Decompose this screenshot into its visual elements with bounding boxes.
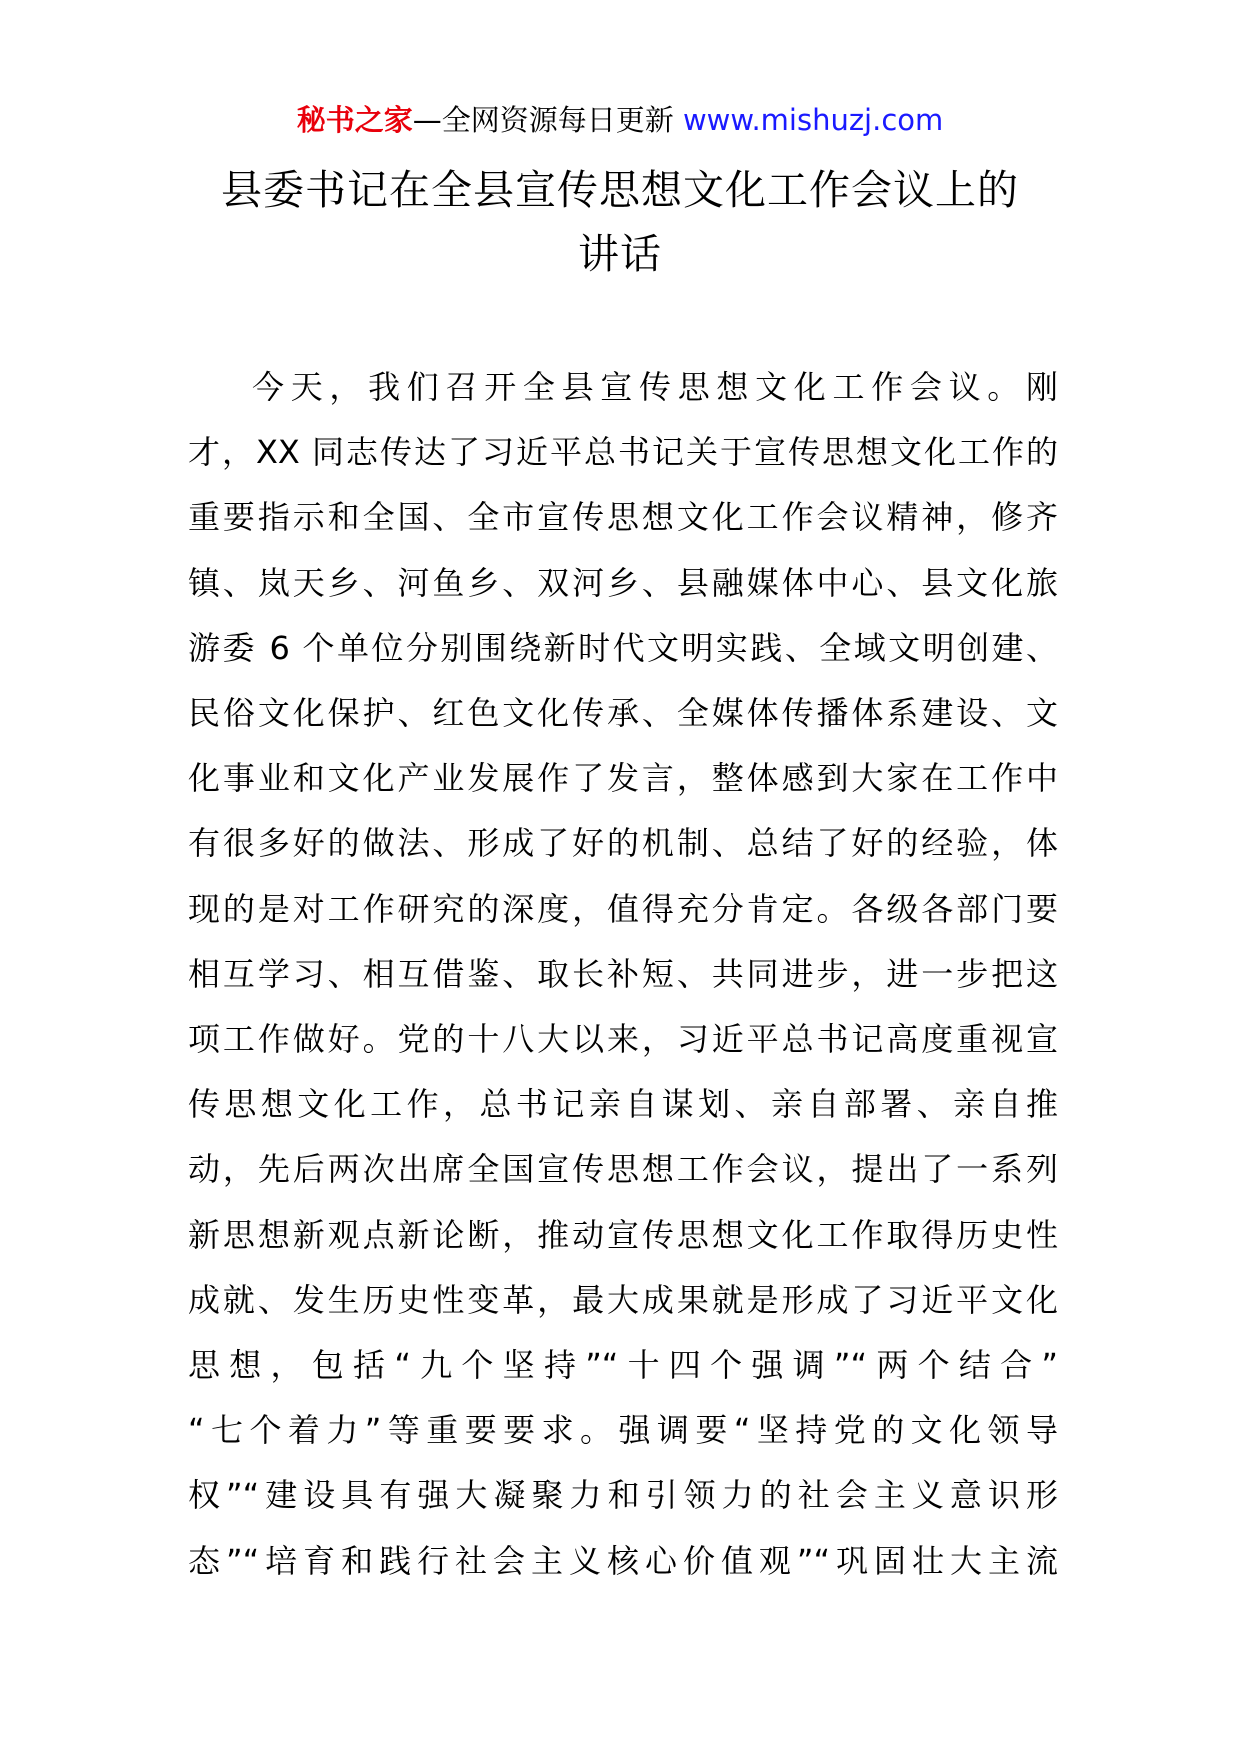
paragraph-line: 才，XX 同志传达了习近平总书记关于宣传思想文化工作的 [188,433,1058,472]
paragraph-line: 项工作做好。党的十八大以来，习近平总书记高度重视宣 [188,1020,1058,1059]
paragraph-line: 新思想新观点新论断，推动宣传思想文化工作取得历史性 [188,1215,1058,1254]
paragraph-line: 化事业和文化产业发展作了发言，整体感到大家在工作中 [188,759,1058,798]
paragraph-line: 成就、发生历史性变革，最大成果就是形成了习近平文化 [188,1280,1058,1319]
website-link[interactable]: www.mishuzj.com [682,103,944,137]
speech-paragraph [188,355,1058,1594]
brand-name: 秘书之家 [296,103,413,137]
paragraph-line: 思想，包括“九个坚持”“十四个强调”“两个结合” [188,1346,1058,1385]
paragraph-line: 动，先后两次出席全国宣传思想工作会议，提出了一系列 [188,1150,1058,1189]
paragraph-line: 有很多好的做法、形成了好的机制、总结了好的经验，体 [188,824,1058,863]
paragraph-line: 权”“建设具有强大凝聚力和引领力的社会主义意识形 [188,1476,1058,1515]
paragraph-line: 游委 6 个单位分别围绕新时代文明实践、全域文明创建、 [188,628,1058,667]
paragraph-line: 镇、岚天乡、河鱼乡、双河乡、县融媒体中心、县文化旅 [188,563,1058,602]
paragraph-line: 今天，我们召开全县宣传思想文化工作会议。刚 [252,368,1058,406]
paragraph-line: 相互学习、相互借鉴、取长补短、共同进步，进一步把这 [188,954,1058,993]
paragraph-line: 传思想文化工作，总书记亲自谋划、亲自部署、亲自推 [188,1085,1058,1124]
header-tagline: —全网资源每日更新 [412,103,674,137]
title-line: 讲话 [578,230,662,278]
paragraph-line: 民俗文化保护、红色文化传承、全媒体传播体系建设、文 [188,694,1058,733]
title-line: 县委书记在全县宣传思想文化工作会议上的 [221,166,1019,214]
watermark-header [0,100,1240,140]
paragraph-line: 态”“培育和践行社会主义核心价值观”“巩固壮大主流 [188,1541,1058,1580]
paragraph-line: 现的是对工作研究的深度，值得充分肯定。各级各部门要 [188,889,1058,928]
document-title [170,158,1070,286]
paragraph-line: “七个着力”等重要要求。强调要“坚持党的文化领导 [188,1411,1058,1450]
paragraph-line: 重要指示和全国、全市宣传思想文化工作会议精神，修齐 [188,498,1058,537]
